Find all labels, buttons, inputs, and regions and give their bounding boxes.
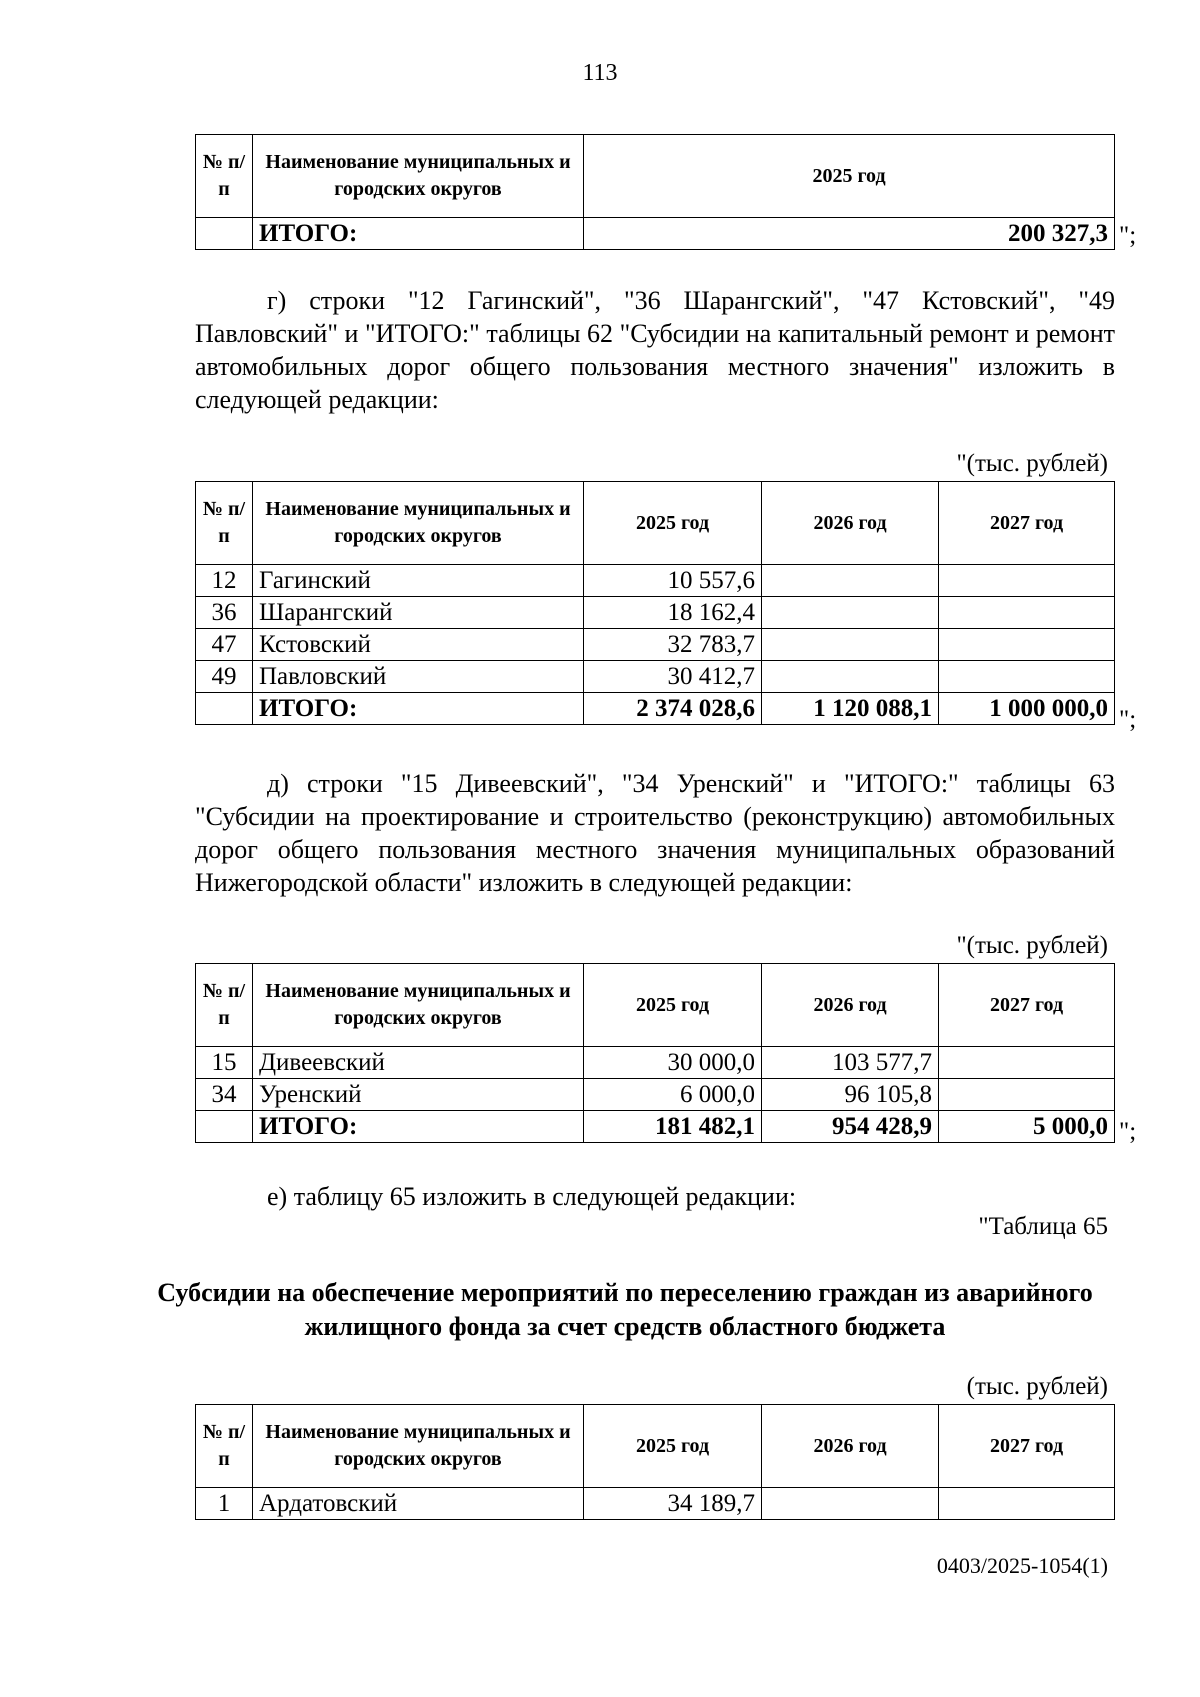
- row-2025: 18 162,4: [584, 597, 762, 629]
- header-name: Наименование муниципальных и городских округов: [253, 1405, 584, 1488]
- table-header-row: [196, 1405, 1115, 1488]
- total-2025: 181 482,1: [584, 1111, 762, 1143]
- table-row: [196, 1079, 1115, 1111]
- header-2025: 2025 год: [584, 482, 762, 565]
- row-2027: [939, 629, 1115, 661]
- row-2026: [762, 661, 939, 693]
- row-name: Павловский: [253, 661, 584, 693]
- row-2025: 34 189,7: [584, 1488, 762, 1520]
- page-number: 113: [582, 60, 618, 86]
- table-row: [196, 1047, 1115, 1079]
- row-2027: [939, 1488, 1115, 1520]
- units-label-e: (тыс. рублей): [966, 1373, 1108, 1400]
- row-name: Кстовский: [253, 629, 584, 661]
- closing-quote-3: ";: [1119, 1118, 1137, 1145]
- row-name: Гагинский: [253, 565, 584, 597]
- total-2026: 1 120 088,1: [762, 693, 939, 725]
- row-2027: [939, 565, 1115, 597]
- row-2026: 96 105,8: [762, 1079, 939, 1111]
- table-2: [195, 481, 1115, 725]
- header-num: № п/п: [196, 135, 253, 218]
- row-num: 15: [196, 1047, 253, 1079]
- row-2026: [762, 565, 939, 597]
- table-row: [196, 597, 1115, 629]
- row-2027: [939, 1047, 1115, 1079]
- row-2026: [762, 629, 939, 661]
- row-name: Ардатовский: [253, 1488, 584, 1520]
- row-2025: 6 000,0: [584, 1079, 762, 1111]
- header-name: Наименование муниципальных и городских округов: [253, 964, 584, 1047]
- total-num-cell: [196, 693, 253, 725]
- row-2025: 32 783,7: [584, 629, 762, 661]
- row-2027: [939, 1079, 1115, 1111]
- row-name: Уренский: [253, 1079, 584, 1111]
- row-num: 47: [196, 629, 253, 661]
- units-label-d: "(тыс. рублей): [956, 932, 1108, 959]
- header-2025: 2025 год: [584, 135, 1115, 218]
- row-name: Шарангский: [253, 597, 584, 629]
- header-2026: 2026 год: [762, 964, 939, 1047]
- row-num: 34: [196, 1079, 253, 1111]
- total-2025: 200 327,3: [584, 218, 1115, 250]
- total-label: ИТОГО:: [253, 218, 584, 250]
- table-header-row: [196, 964, 1115, 1047]
- header-name: Наименование муниципальных и городских округов: [253, 135, 584, 218]
- row-num: 12: [196, 565, 253, 597]
- row-num: 49: [196, 661, 253, 693]
- paragraph-d: д) строки "15 Дивеевский", "34 Уренский" и "ИТОГО:" таблицы 63 "Субсидии на проектирование и строительство (реконструкцию) автомобильных дорог общего пользования местного значения муниципальных образований Нижегородской области" изложить в следующей редакции:: [195, 769, 1115, 897]
- table-1: [195, 134, 1115, 250]
- table-row: [196, 565, 1115, 597]
- header-2027: 2027 год: [939, 1405, 1115, 1488]
- table-row: [196, 661, 1115, 693]
- document-code: 0403/2025-1054(1): [936, 1553, 1108, 1578]
- header-name: Наименование муниципальных и городских округов: [253, 482, 584, 565]
- header-num: № п/п: [196, 1405, 253, 1488]
- row-num: 36: [196, 597, 253, 629]
- total-row: [196, 218, 1115, 250]
- row-2025: 10 557,6: [584, 565, 762, 597]
- total-2027: 1 000 000,0: [939, 693, 1115, 725]
- table-65-label: "Таблица 65: [978, 1213, 1108, 1240]
- row-2027: [939, 597, 1115, 629]
- row-2027: [939, 661, 1115, 693]
- total-2025: 2 374 028,6: [584, 693, 762, 725]
- total-label: ИТОГО:: [253, 1111, 584, 1143]
- total-row: [196, 1111, 1115, 1143]
- row-num: 1: [196, 1488, 253, 1520]
- table-header-row: [196, 135, 1115, 218]
- units-label-g: "(тыс. рублей): [956, 450, 1108, 477]
- row-2026: [762, 597, 939, 629]
- table-row: [196, 629, 1115, 661]
- header-2026: 2026 год: [762, 1405, 939, 1488]
- row-2026: 103 577,7: [762, 1047, 939, 1079]
- row-name: Дивеевский: [253, 1047, 584, 1079]
- total-2027: 5 000,0: [939, 1111, 1115, 1143]
- total-num-cell: [196, 1111, 253, 1143]
- header-2026: 2026 год: [762, 482, 939, 565]
- table-3: [195, 963, 1115, 1143]
- closing-quote-2: ";: [1119, 706, 1137, 733]
- total-2026: 954 428,9: [762, 1111, 939, 1143]
- header-2027: 2027 год: [939, 482, 1115, 565]
- total-num-cell: [196, 218, 253, 250]
- row-2025: 30 412,7: [584, 661, 762, 693]
- table-header-row: [196, 482, 1115, 565]
- header-2025: 2025 год: [584, 964, 762, 1047]
- table-row: [196, 1488, 1115, 1520]
- header-num: № п/п: [196, 964, 253, 1047]
- header-num: № п/п: [196, 482, 253, 565]
- header-2025: 2025 год: [584, 1405, 762, 1488]
- header-2027: 2027 год: [939, 964, 1115, 1047]
- total-row: [196, 693, 1115, 725]
- table-65-title: Субсидии на обеспечение мероприятий по переселению граждан из аварийного жилищного фонда за счет средств областного бюджета: [157, 1278, 1093, 1341]
- table-4: [195, 1404, 1115, 1520]
- paragraph-g: г) строки "12 Гагинский", "36 Шарангский", "47 Кстовский", "49 Павловский" и "ИТОГО:" таблицы 62 "Субсидии на капитальный ремонт и ремонт автомобильных дорог общего пользования местного значения" изложить в следующей редакции:: [195, 286, 1115, 414]
- paragraph-e: е) таблицу 65 изложить в следующей редакции:: [267, 1182, 797, 1211]
- closing-quote-1: ";: [1119, 222, 1137, 249]
- row-2026: [762, 1488, 939, 1520]
- row-2025: 30 000,0: [584, 1047, 762, 1079]
- total-label: ИТОГО:: [253, 693, 584, 725]
